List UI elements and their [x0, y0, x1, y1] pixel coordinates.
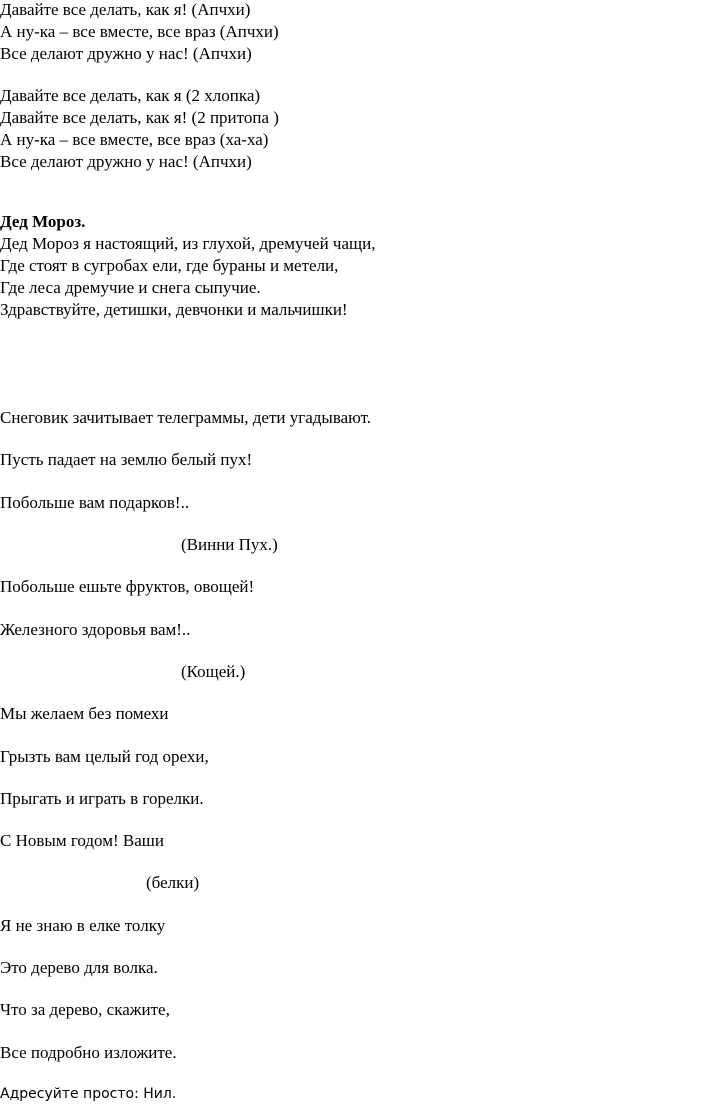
telegram-line: С Новым годом! Ваши [0, 831, 164, 850]
telegram-line: Побольше вам подарков!.. [0, 493, 190, 512]
telegram-line: Прыгать и играть в горелки. [0, 789, 204, 808]
ded-moroz-line-3: Где леса дремучие и снега сыпучие. [0, 278, 261, 297]
stanza2-line-2: Давайте все делать, как я! (2 притопа ) [0, 108, 279, 127]
telegram-line: Я не знаю в елке толку [0, 916, 166, 935]
ded-moroz-line-1: Дед Мороз я настоящий, из глухой, дремучей чащи, [0, 234, 376, 253]
telegram-line: Это дерево для волка. [0, 958, 158, 977]
telegram-line: Все подробно изложите. [0, 1043, 177, 1062]
telegram-line: Что за дерево, скажите, [0, 1000, 170, 1019]
telegram-signature: (Кощей.) [181, 662, 246, 681]
ded-moroz-heading: Дед Мороз. [0, 212, 86, 231]
ded-moroz-line-4: Здравствуйте, детишки, девчонки и мальчишки! [0, 300, 348, 319]
stanza1-line-2: А ну-ка – все вместе, все враз (Апчхи) [0, 22, 279, 41]
stanza1-line-3: Все делают дружно у нас! (Апчхи) [0, 44, 252, 63]
telegram-footer: Адресуйте просто: Нил. [0, 1086, 177, 1102]
stanza2-line-4: Все делают дружно у нас! (Апчхи) [0, 152, 252, 171]
telegram-signature: (белки) [146, 873, 200, 892]
stanza2-line-1: Давайте все делать, как я (2 хлопка) [0, 86, 261, 105]
telegrams-intro: Снеговик зачитывает телеграммы, дети угадывают. [0, 408, 372, 427]
stanza1-line-1: Давайте все делать, как я! (Апчхи) [0, 0, 251, 19]
stanza2-line-3: А ну-ка – все вместе, все враз (ха-ха) [0, 130, 269, 149]
telegram-line: Побольше ешьте фруктов, овощей! [0, 577, 255, 596]
ded-moroz-line-2: Где стоят в сугробах ели, где бураны и метели, [0, 256, 339, 275]
telegram-signature: (Винни Пух.) [181, 535, 278, 554]
telegram-line: Мы желаем без помехи [0, 704, 169, 723]
telegram-line: Пусть падает на землю белый пух! [0, 450, 253, 469]
telegram-line: Грызть вам целый год орехи, [0, 747, 209, 766]
telegram-line: Железного здоровья вам!.. [0, 620, 191, 639]
